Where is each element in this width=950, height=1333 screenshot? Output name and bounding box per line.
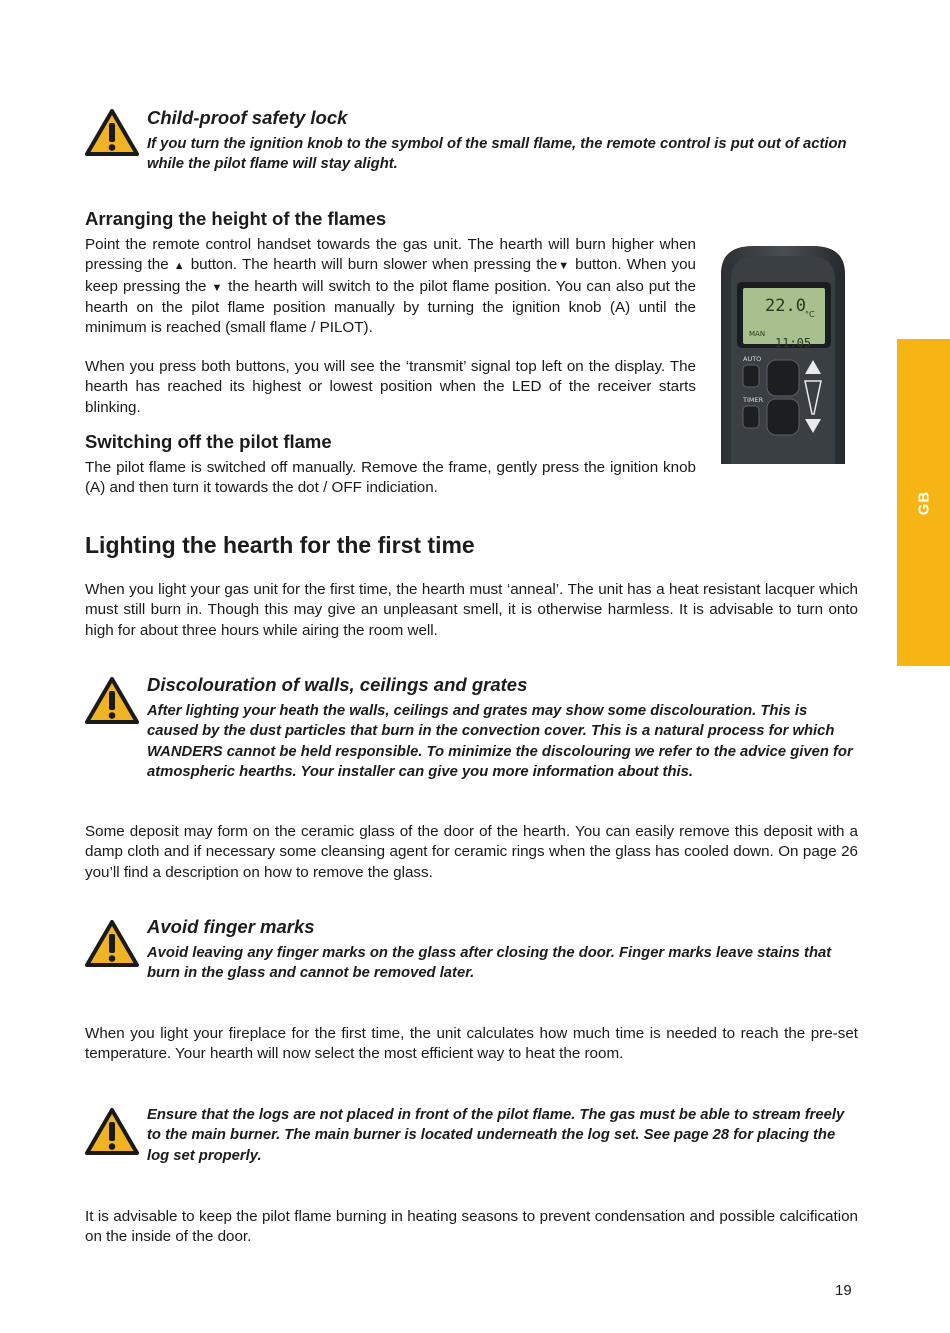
warning-text: After lighting your heath the walls, ceilings and grates may show some discolouration. This is caused by the dust particles that burn in the convection cover. This is a natural process for which WANDERS cannot be held responsible. To minimize the discolouring we refer to the advice given for atmospheric hearths. Your installer can give you more information about this. (147, 703, 853, 780)
paragraph: Point the remote control handset towards the gas unit. The hearth will burn higher when pressing the ▲ button. The hearth will burn slower when pressing the▼ button. When you keep pressing the ▼ the hearth will switch to the pilot flame position. You can also put the hearth on the pilot flame position manually by turning the ignition knob (A) until the minimum is reached (small flame / PILOT). (85, 236, 697, 337)
warning-triangle-icon (84, 676, 140, 726)
language-tab (897, 339, 950, 666)
paragraph: The pilot flame is switched off manually. Remove the frame, gently press the ignition knob (A) and then turn it towards the dot / OFF indiciation. (85, 459, 696, 497)
paragraph: It is advisable to keep the pilot flame burning in heating seasons to prevent condensation and possible calcification on the inside of the door. (85, 1208, 858, 1246)
warning-triangle-icon (84, 1107, 140, 1157)
display-mode: MAN (749, 330, 766, 338)
paragraph: When you light your fireplace for the first time, the unit calculates how much time is needed to reach the pre-set temperature. Your hearth will now select the most efficient way to heat the room. (85, 1025, 858, 1063)
auto-label: AUTO (743, 355, 762, 363)
display-unit: °C (805, 310, 815, 319)
warning-triangle-icon (84, 108, 140, 158)
warning-text: Avoid leaving any finger marks on the glass after closing the door. Finger marks leave stains that burn in the glass and cannot be removed later. (147, 945, 832, 982)
down-arrow-icon: ▼ (211, 281, 224, 294)
warning-title: Discolouration of walls, ceilings and grates (147, 674, 528, 695)
warning-text: Ensure that the logs are not placed in front of the pilot flame. The gas must be able to stream freely to the main burner. The main burner is located underneath the log set. See page 28 for placing the log set properly. (147, 1107, 845, 1164)
paragraph: When you press both buttons, you will see the ‘transmit’ signal top left on the display. The hearth has reached its highest or lowest position when the LED of the receiver starts blinking. (85, 358, 696, 416)
section-heading: Arranging the height of the flames (85, 208, 387, 229)
page-heading: Lighting the hearth for the first time (85, 532, 475, 558)
paragraph: Some deposit may form on the ceramic glass of the door of the hearth. You can easily remove this deposit with a damp cloth and if necessary some cleansing agent for ceramic rings when the glass has cooled down. On page 26 you’ll find a description on how to remove the glass. (85, 823, 858, 881)
section-heading: Switching off the pilot flame (85, 431, 332, 452)
timer-label: TIMER (743, 396, 764, 404)
paragraph: When you light your gas unit for the first time, the hearth must ‘anneal’. The unit has a heat resistant lacquer which must still burn in. Though this may give an unpleasant smell, it is otherwise harmless. It is advisable to turn onto high for about three hours while airing the room well. (85, 581, 858, 639)
warning-triangle-icon (84, 919, 140, 969)
page-number: 19 (835, 1282, 852, 1299)
warning-text: If you turn the ignition knob to the symbol of the small flame, the remote control is put out of action while the pilot flame will stay alight. (147, 136, 847, 173)
warning-title: Child-proof safety lock (147, 107, 348, 128)
display-time: 11:05 (775, 336, 812, 350)
display-temperature: 22.0 (765, 296, 806, 316)
up-arrow-icon: ▲ (173, 260, 186, 273)
language-tab-label: GB (915, 490, 932, 515)
remote-control-image (713, 244, 853, 464)
down-arrow-icon: ▼ (557, 260, 571, 273)
warning-title: Avoid finger marks (147, 916, 315, 937)
